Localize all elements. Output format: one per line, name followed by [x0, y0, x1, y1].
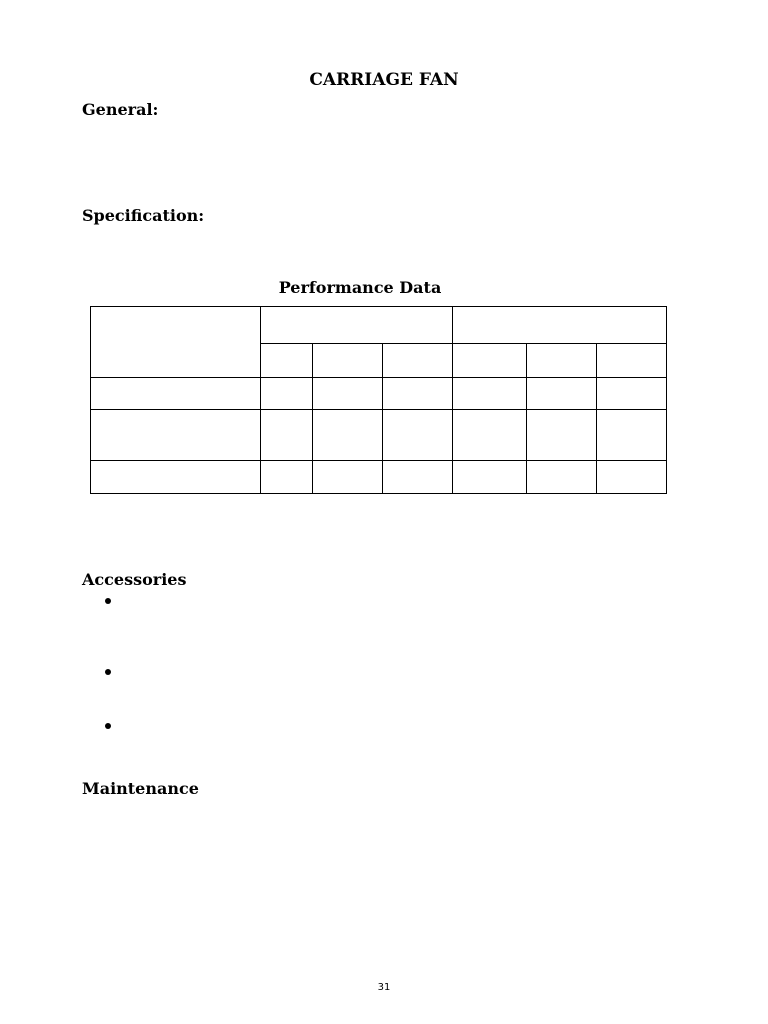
table-cell [527, 344, 597, 378]
list-item [100, 717, 600, 737]
table-cell [453, 410, 527, 461]
table-cell [91, 461, 261, 494]
table-row [91, 461, 667, 494]
heading-maintenance: Maintenance [82, 779, 199, 798]
heading-specification: Specification: [82, 206, 205, 225]
table-cell [383, 344, 453, 378]
table-cell [261, 378, 313, 410]
table-cell [383, 461, 453, 494]
table-cell [313, 344, 383, 378]
table-cell [313, 378, 383, 410]
table-cell [261, 307, 453, 344]
heading-accessories: Accessories [82, 570, 187, 589]
bullet-icon [105, 598, 111, 604]
table-cell [597, 378, 667, 410]
bullet-icon [105, 669, 111, 675]
table-cell [261, 410, 313, 461]
table-cell [261, 461, 313, 494]
table-cell [313, 410, 383, 461]
table-cell [453, 461, 527, 494]
table-cell [383, 410, 453, 461]
table-cell [91, 410, 261, 461]
table-cell [453, 378, 527, 410]
table-cell [453, 344, 527, 378]
table-header-row [91, 307, 667, 344]
document-title: CARRIAGE FAN [309, 70, 459, 90]
heading-general: General: [82, 100, 159, 119]
table-cell [91, 307, 261, 378]
table-cell [527, 461, 597, 494]
list-item [100, 592, 600, 612]
table-cell [261, 344, 313, 378]
table-cell [313, 461, 383, 494]
bullet-icon [105, 723, 111, 729]
table-cell [527, 410, 597, 461]
performance-table-caption: Performance Data [278, 278, 442, 297]
table-cell [527, 378, 597, 410]
list-item [100, 663, 600, 683]
page-number: 31 [377, 982, 391, 993]
table-cell [597, 461, 667, 494]
table-row [91, 410, 667, 461]
table-row [91, 378, 667, 410]
table-cell [453, 307, 667, 344]
table-cell [597, 410, 667, 461]
table-cell [383, 378, 453, 410]
performance-data-table [90, 306, 667, 494]
table-cell [597, 344, 667, 378]
table-cell [91, 378, 261, 410]
